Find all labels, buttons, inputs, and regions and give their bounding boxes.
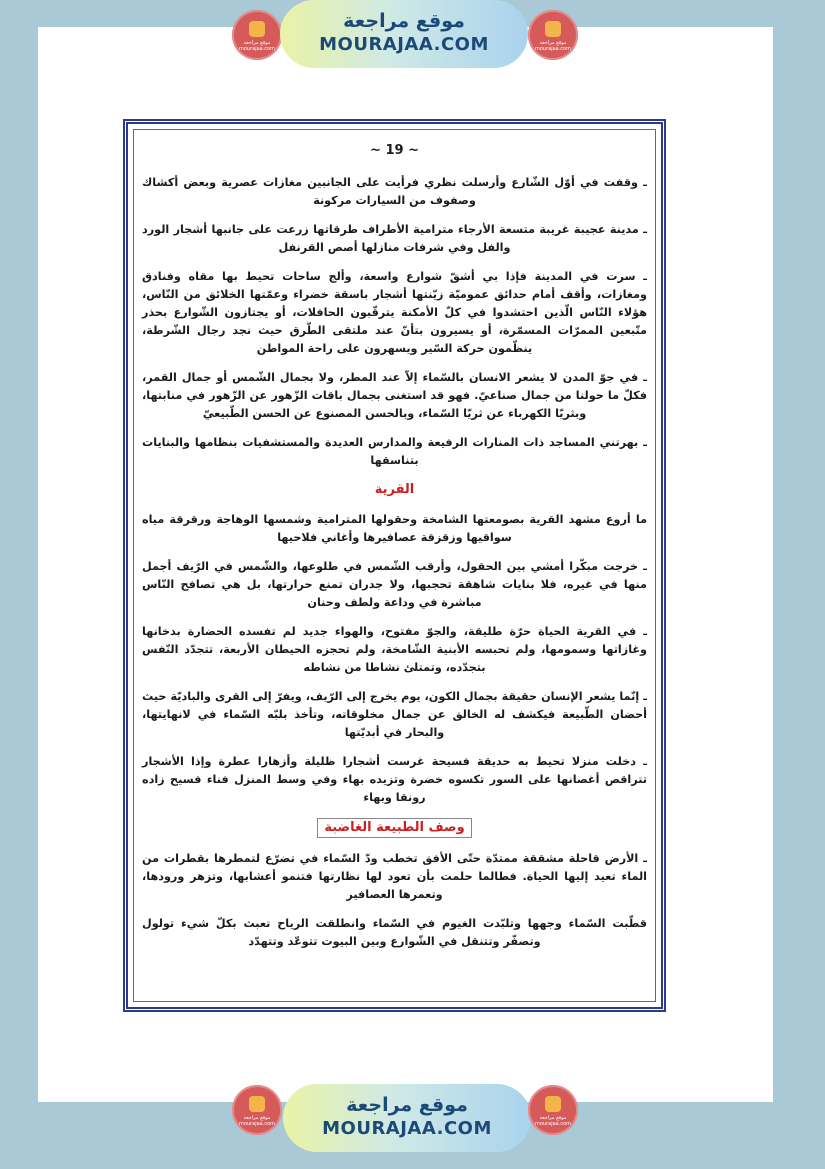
paragraph: ـ إنّما يشعر الإنسان حقيقة بجمال الكون، يوم يخرج إلى الرّيف، ويفرّ إلى القرى والباديّة حيث أحضان الطّبيعة فيكشف له الخالق عن جمال مخلوقاته، وتأخذ بلبّه السّماء في لانهايتها، والبحار في أبديّتها (142, 690, 647, 739)
paragraph: ـ مدينة عجيبة غريبة متسعة الأرجاء مترامية الأطراف طرقاتها زرعت على جانبها أشجار الورد والفل وفي شرفات منازلها أصص القرنفل (142, 223, 647, 254)
page-number: ~ 19 ~ (370, 143, 419, 158)
paragraph: ـ خرجت مبكّرا أمشي بين الحقول، وأرقب الشّمس في طلوعها، والشّمس في الرّيف أجمل منها في غيره، فلا بنايات شاهقة تحجبها، ولا جدران تمنع حرارتها، بل هي تصافح النّاس مباشرة في وداعة ولطف وحنان (142, 560, 647, 609)
paragraph: ـ دخلت منزلا تحيط به حديقة فسيحة غرست أشجارا ظليلة وأزهارا عطرة وإذا الأشجار تتراقص أغصانها على السور تكسوه خضرة وتزيده بهاء وفي وسط المنزل فناء فسيح زاده رونقا وبهاء (142, 755, 647, 804)
site-logo-badge[interactable] (528, 1085, 578, 1135)
book-icon (249, 1096, 265, 1112)
book-icon (249, 21, 265, 37)
paragraph: ـ سرت في المدينة فإذا بي أشقّ شوارع واسعة، وألج ساحات تحيط بها مقاه وفنادق ومغازات، وأقف أمام حدائق عموميّة زيّنتها أشجار باسقة خضراء وعمّتها الخلائق من النّاس، هؤلاء النّاس الّذين احتشدوا في كلّ الأمكنة يترقّبون الحافلات، أو يجتازون الشّوارع بحذر متّبعين الممرّات المسمّرة، أو يسيرون بتأنّ عند ملتقى الطّرق حيث نجد رجال الشّرطة، ينظّمون حركة السّير ويسهرون على راحة المواطن (142, 270, 647, 355)
badge-caption: موقع مراجعة mourajaa.com (238, 1115, 275, 1127)
paragraph: ما أروع مشهد القرية بصومعتها الشامخة وحقولها المترامية وشمسها الوهاجة ورقرقة مياه سواقيها وزقزقة عصافيرها وأغاني فلاحيها (142, 513, 647, 544)
site-brand-link[interactable] (280, 0, 528, 68)
badge-caption: موقع مراجعة mourajaa.com (534, 40, 571, 52)
paragraph: ـ وقفت في أوّل الشّارع وأرسلت نظري فرأيت على الجانبين مغازات عصرية وبعض أكشاك وصفوف من السيارات مركونة (142, 176, 647, 207)
paragraph: ـ في جوّ المدن لا يشعر الانسان بالسّماء إلاّ عند المطر، ولا بجمال الشّمس أو جمال القمر، فكلّ ما حولنا من جمال صناعيّ. فهو قد استغنى بجمال باقات الزّهور عن الزّهور في منابتها، وبثريّا الكهرباء عن ثريّا السّماء، وبالحسن المصنوع عن الحسن الطّبيعيّ (142, 371, 647, 420)
paragraph: قطّبت السّماء وجهها وتلبّدت الغيوم في السّماء وانطلقت الرياح تعبث بكلّ شيء تولول وتصفّر وتتنقل في الشّوارع وبين البيوت تتوعّد وتتهدّد (142, 917, 647, 948)
header-banner (0, 0, 825, 70)
brand-name-arabic: موقع مراجعة (343, 10, 465, 32)
paragraph: ـ في القرية الحياة حرّة طليقة، والجوّ مفتوح، والهواء جديد لم تفسده الحضارة بدخانها وغازاتها وسمومها، ولم تحبسه الأبنية الشّامخة، ولم تحجزه الحيطان الأربعة، تتجدّد النّفس بتجدّده، وتمتلئ نشاطا من نشاطه (142, 625, 647, 674)
badge-caption: موقع مراجعة mourajaa.com (534, 1115, 571, 1127)
badge-caption: موقع مراجعة mourajaa.com (238, 40, 275, 52)
book-icon (545, 1096, 561, 1112)
site-logo-badge[interactable] (232, 10, 282, 60)
footer-banner (0, 1082, 825, 1152)
paragraph: ـ بهرتني المساجد ذات المنارات الرفيعة والمدارس العديدة والمستشفيات بنظامها والبنايات بتناسقها (142, 436, 647, 467)
site-logo-badge[interactable] (528, 10, 578, 60)
section-heading-village: القرية (374, 482, 415, 497)
site-logo-badge[interactable] (232, 1085, 282, 1135)
book-icon (545, 21, 561, 37)
section-heading-angry-nature (142, 818, 647, 838)
brand-name-latin: MOURAJAA.COM (322, 1118, 492, 1139)
site-brand-link[interactable] (283, 1084, 531, 1152)
document-body (142, 142, 647, 962)
brand-name-latin: MOURAJAA.COM (319, 34, 489, 55)
section-heading-text: وصف الطبيعة الغاضبة (317, 818, 471, 838)
paragraph: ـ الأرض قاحلة مشققة ممتدّة حتّى الأفق تخطب ودّ السّماء في تضرّع لتمطرها بقطرات من الماء تعيد إليها الحياة. فطالما حلمت بأن تعود لها نظارتها فتنمو أعشابها، وتزهر ورودها، وتعمرها العصافير (142, 852, 647, 901)
brand-name-arabic: موقع مراجعة (346, 1094, 468, 1116)
